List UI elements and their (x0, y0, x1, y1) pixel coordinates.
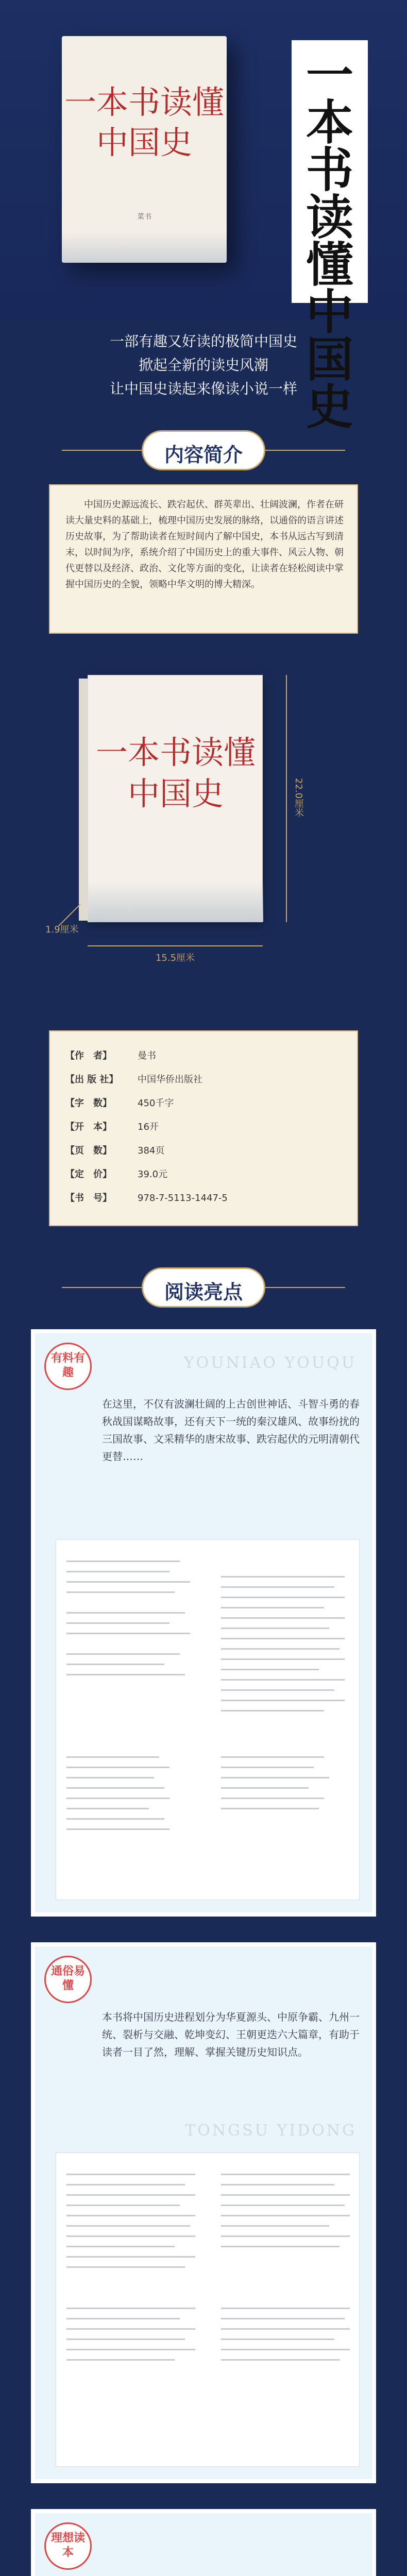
book-dimensions (0, 654, 407, 1025)
text-line (221, 1787, 309, 1789)
spec-value: 39.0元 (138, 1169, 168, 1180)
text-line (221, 1628, 329, 1629)
text-line (221, 2359, 340, 2361)
width-line (88, 945, 263, 946)
intro-section-header (0, 430, 407, 471)
spec-key: 【出 版 社】 (65, 1074, 118, 1085)
text-line (66, 2194, 195, 2196)
spec-row (65, 1165, 344, 1184)
text-line (221, 1777, 329, 1778)
card-text: 本书将中国历史进程划分为华夏源头、中原争霸、九州一统、裂析与交融、乾坤变幻、王朝更迭六大篇章，有助于读者一目了然，理解、掌握关键历史知识点。 (102, 2011, 360, 2058)
highlights-section-header (0, 1267, 407, 1309)
cover-title: 一本书读懂中国史 (64, 83, 224, 161)
text-line (221, 2184, 334, 2185)
spec-key: 【开 本】 (65, 1122, 112, 1132)
text-line (221, 1648, 340, 1650)
highlight-card (31, 1329, 376, 1917)
section-title: 内容简介 (164, 443, 243, 466)
text-line (66, 1767, 169, 1768)
text-line (66, 1828, 169, 1830)
text-line (221, 1617, 345, 1619)
text-line (66, 1561, 180, 1562)
text-line (66, 2266, 185, 2268)
text-line (221, 1808, 319, 1809)
text-line (66, 1612, 185, 1614)
spec-key: 【定 价】 (65, 1169, 112, 1180)
text-line (66, 2205, 180, 2206)
text-line (66, 1571, 169, 1572)
text-line (221, 1658, 345, 1660)
cover-author: 菜书 (137, 213, 151, 221)
text-line (66, 2174, 195, 2175)
text-line (66, 2215, 195, 2216)
text-line (221, 2225, 329, 2227)
text-line (66, 1664, 164, 1665)
text-line (221, 2235, 350, 2237)
text-line (221, 1576, 345, 1578)
cover-ink-wash (88, 880, 263, 922)
text-line (66, 1818, 164, 1820)
tagline (0, 330, 407, 401)
card-pinyin: YOUNIAO YOUQU (183, 1354, 357, 1372)
text-line (66, 2246, 175, 2247)
spec-value: 450千字 (138, 1098, 174, 1109)
text-line (66, 2184, 185, 2185)
tagline-line-2: 掀起全新的读史风潮 (138, 357, 268, 374)
text-line (221, 2174, 350, 2175)
text-line (221, 2338, 334, 2340)
spec-row (65, 1118, 344, 1137)
highlight-card (31, 1942, 376, 2483)
text-line (66, 1581, 190, 1583)
text-line (66, 2338, 185, 2340)
hero-vertical-title: 一本书读懂中国史 (306, 47, 353, 435)
height-line (286, 675, 287, 922)
spec-row (65, 1047, 344, 1065)
text-line (221, 1638, 345, 1639)
text-line (221, 2194, 350, 2196)
intro-body: 中国历史源远流长、跌宕起伏、群英辈出、壮阔波澜，作者在研读大量史料的基础上，梳理中国历史发展的脉络，以通俗的语言讲述历史故事，为了帮助读者在短时间内了解中国史，本书从远古写到清末，以时间为序，系统介绍了中国历史上的重大事件、风云人物、朝代更替以及经济、政治、文化等方面的变化，让读者在轻松阅读中掌握中国历史的全貌，领略中华文明的博大精深。 (65, 499, 344, 590)
text-line (221, 1586, 334, 1588)
tagline-line-3: 让中国史读起来像读小说一样 (109, 380, 297, 397)
spec-key: 【字 数】 (65, 1098, 112, 1109)
dimension-book-cover (88, 675, 263, 922)
spec-row (65, 1189, 344, 1208)
card-badge (44, 1343, 92, 1390)
tagline-line-1: 一部有趣又好读的极简中国史 (109, 333, 297, 350)
text-line (66, 2225, 190, 2227)
sample-pages-image (56, 2153, 360, 2467)
text-line (66, 2349, 195, 2350)
text-line (221, 2205, 345, 2206)
height-label: 22.0厘米 (293, 778, 304, 818)
width-label: 15.5厘米 (155, 953, 195, 963)
text-line (221, 1689, 334, 1691)
intro-box (49, 484, 358, 634)
spec-row (65, 1094, 344, 1113)
sample-pages-image (56, 1539, 360, 1900)
specs-box (49, 1030, 358, 1226)
depth-label: 1.9厘米 (45, 924, 79, 935)
text-line (66, 2328, 195, 2330)
card-badge-label: 理想读本 (50, 2532, 85, 2559)
spec-value: 中国华侨出版社 (138, 1074, 202, 1085)
text-line (66, 2235, 195, 2237)
text-line (221, 1700, 345, 1701)
text-line (221, 1669, 319, 1670)
cover-ink-wash (62, 232, 227, 263)
text-line (221, 2328, 350, 2330)
text-line (66, 2359, 175, 2361)
text-line (66, 1633, 190, 1634)
section-title: 阅读亮点 (164, 1280, 243, 1303)
card-text: 在这里，不仅有波澜壮阔的上古创世神话、斗智斗勇的春秋战国谋略故事，还有天下一统的秦汉雄风、故事纷扰的三国故事、文采精华的唐宋故事、跌宕起伏的元明清朝代更替…… (102, 1398, 360, 1463)
spec-value: 16开 (138, 1122, 159, 1132)
text-line (66, 1798, 169, 1799)
spec-value: 曼书 (138, 1050, 156, 1061)
highlight-card (31, 2509, 376, 2576)
text-line (66, 1777, 154, 1778)
text-line (221, 1597, 345, 1598)
spec-row (65, 1071, 344, 1089)
text-line (66, 2308, 195, 2309)
text-line (221, 1798, 324, 1799)
card-pinyin: TONGSU YIDONG (185, 2122, 357, 2140)
text-line (221, 1710, 324, 1711)
text-line (66, 2318, 180, 2319)
text-line (221, 2246, 340, 2247)
text-line (221, 2318, 345, 2319)
text-line (66, 1787, 164, 1789)
text-line (221, 1767, 314, 1768)
text-line (221, 1756, 324, 1758)
hero-title-band (292, 40, 368, 435)
book-spine (79, 679, 88, 921)
cloud-badge (142, 430, 265, 470)
card-badge-label: 通俗易懂 (50, 1965, 85, 1992)
spec-value: 384页 (138, 1145, 165, 1156)
text-line (221, 1679, 345, 1681)
text-line (221, 2215, 350, 2216)
text-line (221, 2308, 350, 2309)
card-badge (44, 1956, 92, 2003)
spec-key: 【书 号】 (65, 1193, 112, 1204)
text-line (66, 1808, 149, 1809)
text-line (66, 1653, 180, 1655)
spec-key: 【作 者】 (65, 1050, 112, 1061)
text-line (66, 1622, 169, 1624)
text-line (66, 1756, 159, 1758)
spec-row (65, 1142, 344, 1160)
text-line (66, 1674, 185, 1675)
card-badge (44, 2522, 92, 2570)
cloud-badge (142, 1267, 265, 1308)
text-line (221, 1607, 324, 1608)
text-line (221, 2349, 350, 2350)
card-badge-label: 有料有趣 (50, 1352, 85, 1379)
cover-title: 一本书读懂中国史 (95, 734, 256, 812)
spec-key: 【页 数】 (65, 1145, 112, 1156)
text-line (66, 1591, 175, 1593)
spec-value: 978-7-5113-1447-5 (138, 1193, 228, 1204)
text-line (66, 2256, 195, 2258)
hero-book-cover (62, 36, 227, 263)
